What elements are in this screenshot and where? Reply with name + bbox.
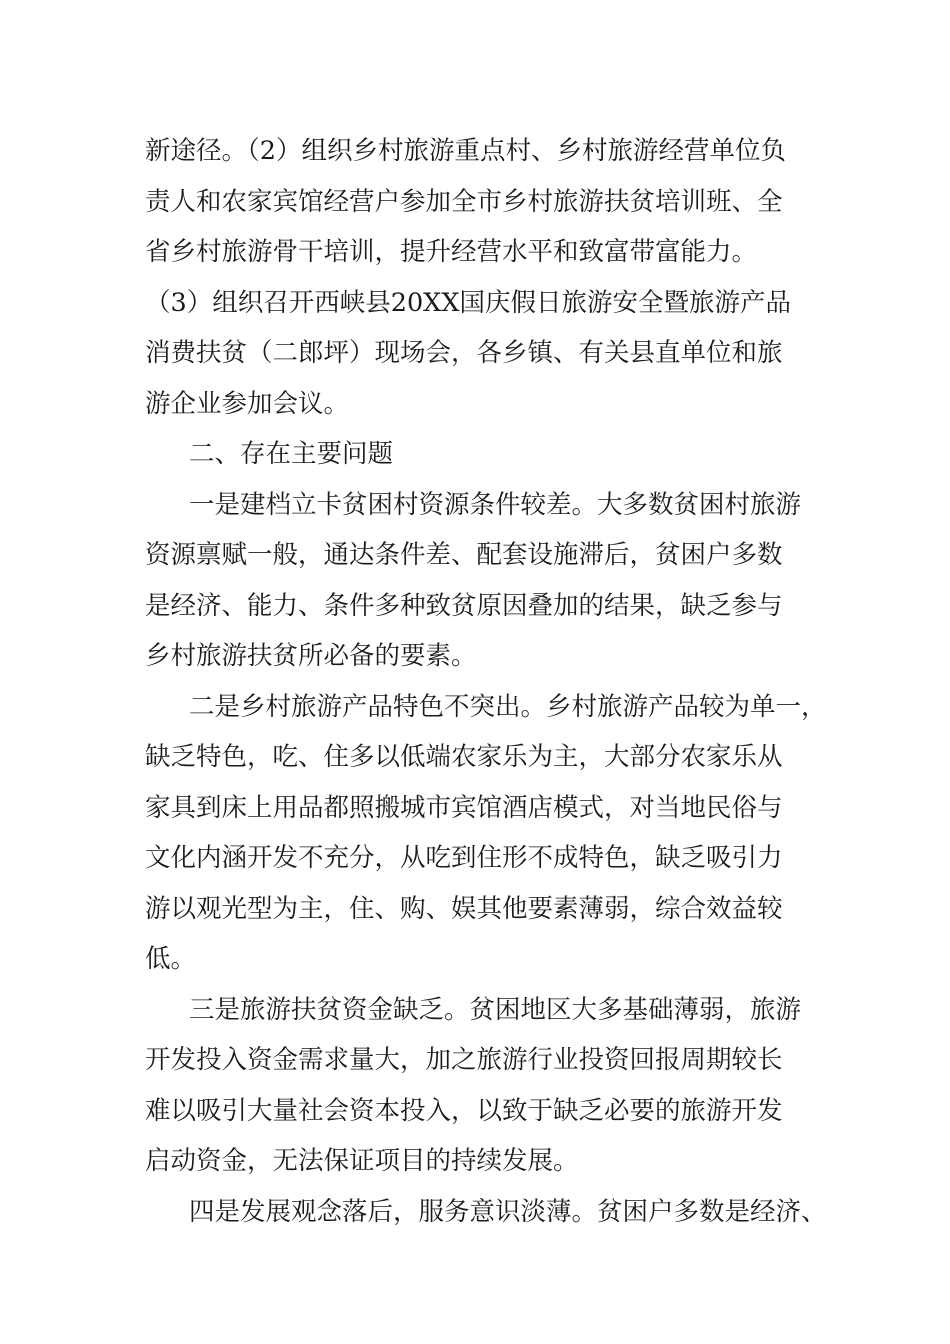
paragraph-start-line: 二是乡村旅游产品特色不突出。乡村旅游产品较为单一， <box>189 691 827 722</box>
paragraph-start-line: 四是发展观念落后，服务意识淡薄。贫困户多数是经济、 <box>189 1196 827 1227</box>
paragraph-start-line: 三是旅游扶贫资金缺乏。贫困地区大多基础薄弱，旅游 <box>189 994 802 1025</box>
text-line: 省乡村旅游骨干培训，提升经营水平和致富带富能力。 <box>145 237 758 267</box>
document-body <box>145 126 835 1237</box>
text-line: 乡村旅游扶贫所必备的要素。 <box>145 641 477 671</box>
text-line: 启动资金，无法保证项目的持续发展。 <box>145 1146 579 1176</box>
text-line: （3）组织召开西峡县20XX国庆假日旅游安全暨旅游产品 <box>145 287 791 318</box>
text-line: 游企业参加会议。 <box>145 388 350 419</box>
text-line: 文化内涵开发不充分，从吃到住形不成特色，缺乏吸引力 <box>145 843 783 873</box>
text-line: 难以吸引大量社会资本投入，以致于缺乏必要的旅游开发 <box>145 1095 783 1126</box>
text-line: 缺乏特色，吃、住多以低端农家乐为主，大部分农家乐从 <box>145 742 783 772</box>
text-line: 责人和农家宾馆经营户参加全市乡村旅游扶贫培训班、全 <box>145 186 783 217</box>
text-line: 家具到床上用品都照搬城市宾馆酒店模式，对当地民俗与 <box>145 792 783 823</box>
text-line: 开发投入资金需求量大，加之旅游行业投资回报周期较长 <box>145 1045 783 1075</box>
section-heading: 二、存在主要问题 <box>189 439 394 469</box>
text-line: 新途径。（2）组织乡村旅游重点村、乡村旅游经营单位负 <box>145 136 786 166</box>
text-line: 资源禀赋一般，通达条件差、配套设施滞后，贫困户多数 <box>145 540 783 570</box>
text-line: 是经济、能力、条件多种致贫原因叠加的结果，缺乏参与 <box>145 590 783 621</box>
text-line: 游以观光型为主，住、购、娱其他要素薄弱，综合效益较 <box>145 893 783 924</box>
text-line: 低。 <box>145 944 197 974</box>
text-line: 消费扶贫（二郎坪）现场会，各乡镇、有关县直单位和旅 <box>145 338 783 368</box>
paragraph-start-line: 一是建档立卡贫困村资源条件较差。大多数贫困村旅游 <box>189 489 802 520</box>
